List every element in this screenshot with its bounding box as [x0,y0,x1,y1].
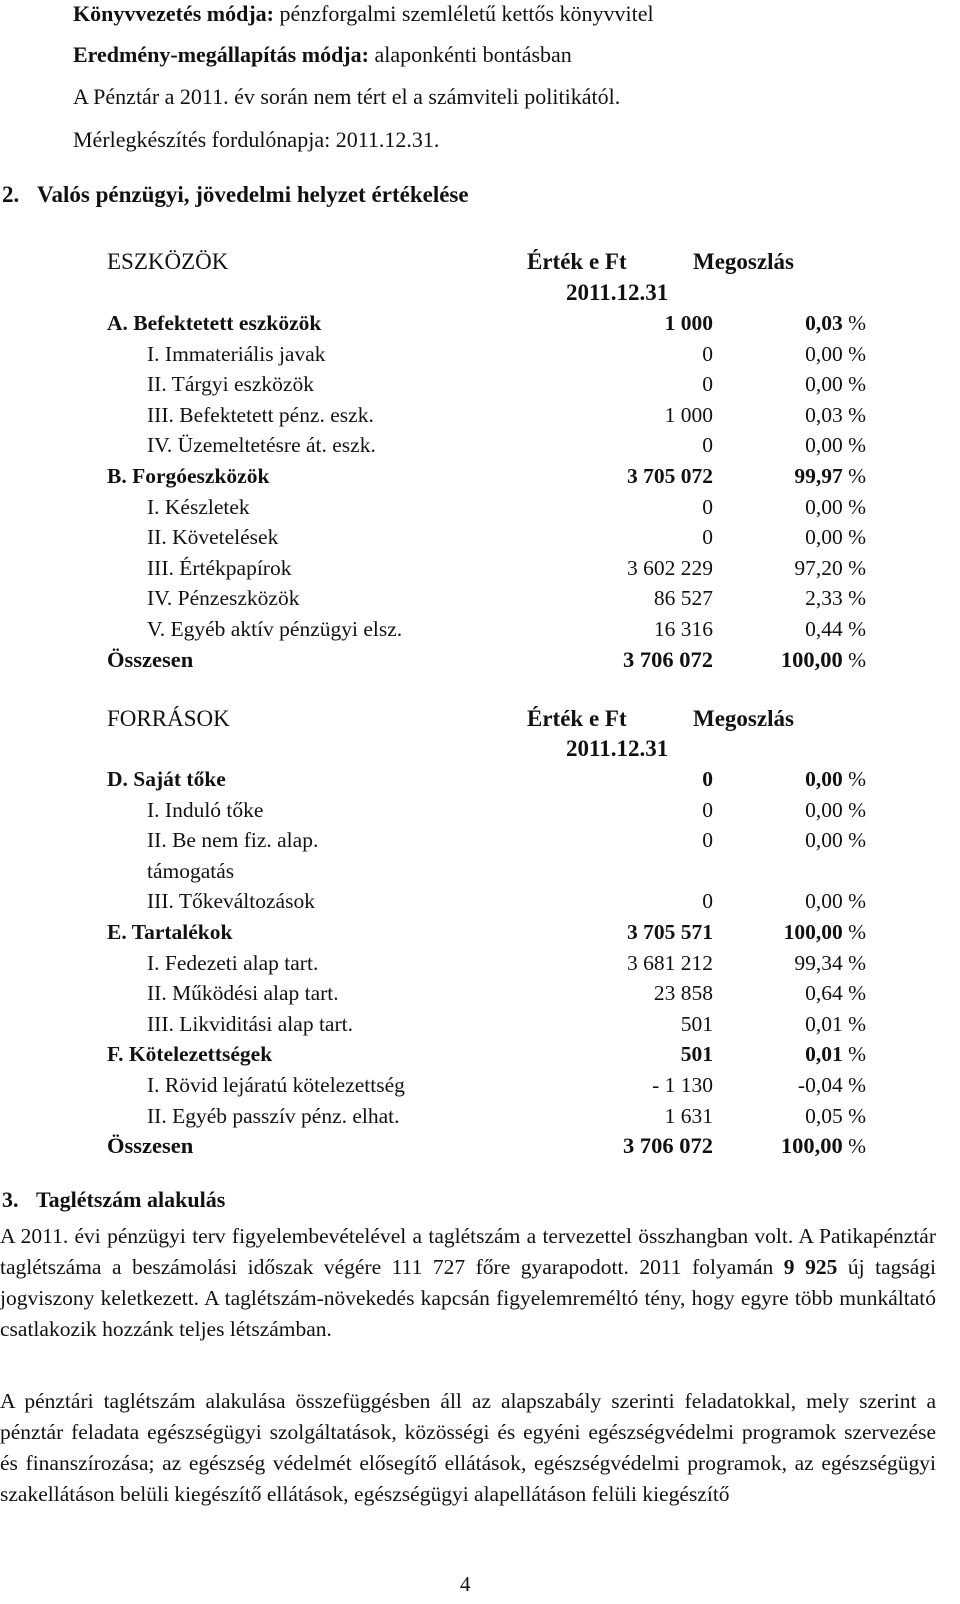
assets-value-date: 2011.12.31 [566,280,669,305]
assets-table [107,308,866,675]
liability-row [107,856,866,887]
liability-row-share-unit: % [842,797,866,822]
asset-row-share-value: 0,00 [805,341,843,366]
asset-row-name: V. Egyéb aktív pénzügyi elsz. [147,616,403,641]
liability-row-share-unit: % [842,1103,866,1128]
liability-row-name: III. Tőkeváltozások [147,889,315,914]
liability-row-share-unit: % [842,1011,866,1036]
liability-row-share-value: -0,04 [797,1072,843,1097]
asset-row-share-unit: % [842,555,866,580]
liability-row-share-unit: % [842,889,866,914]
asset-row-share-unit: % [842,616,866,641]
asset-row [107,522,866,553]
asset-row [107,553,866,584]
asset-row-name: I. Immateriális javak [147,341,326,366]
liability-row-share-value: 0,01 [805,1011,843,1036]
liability-row-value: 0 [702,889,713,914]
liability-row-share-value: 100,00 [780,1133,843,1159]
liability-row [107,1070,866,1101]
asset-row-name: II. Tárgyi eszközök [147,372,314,397]
new-members-count: 9 925 [783,1255,838,1279]
liabilities-table [107,764,866,1162]
asset-row-share [713,522,866,553]
asset-row-share-value: 100,00 [780,646,843,672]
liability-row [107,978,866,1009]
liabilities-value-date: 2011.12.31 [566,736,669,761]
liability-row-share-unit: % [842,1072,866,1097]
liability-row-share-value: 0,00 [805,797,843,822]
liability-row-share-value: 99,34 [794,950,843,975]
liabilities-value-column-header: Érték e Ft [527,706,627,731]
asset-row-share [713,553,866,584]
liability-row-share-unit: % [842,828,866,853]
asset-row-share-unit: % [842,494,866,519]
asset-row-share-value: 97,20 [794,555,843,580]
asset-row-share [713,400,866,431]
liability-row [107,1009,866,1040]
liability-row-name: D. Saját tőke [107,767,226,791]
asset-row-share-value: 0,00 [805,525,843,550]
liability-row-name: I. Rövid lejáratú kötelezettség [147,1072,405,1097]
profit-method-label: Eredmény-megállapítás módja: [73,42,369,67]
asset-row-share-unit: % [842,311,866,335]
asset-row [107,339,866,370]
liability-row [107,948,866,979]
liability-row-value: 0 [702,797,713,822]
section-2-title: Valós pénzügyi, jövedelmi helyzet értékelése [37,182,469,207]
liability-row-share [713,1101,866,1132]
asset-row-share-value: 99,97 [794,463,843,488]
liability-row-share [713,1039,866,1070]
liability-row [107,1101,866,1132]
liability-row [107,1039,866,1070]
bookkeeping-method-value: pénzforgalmi szemléletű kettős könyvvitel [274,1,654,26]
liability-row-share-value: 0,64 [805,981,843,1006]
liability-row-share-unit: % [842,919,866,944]
asset-row-share-unit: % [842,341,866,366]
liability-row [107,917,866,948]
asset-row-share-unit: % [842,525,866,550]
liability-row-value: 23 858 [653,981,713,1006]
section-3-number: 3. [2,1187,19,1212]
bookkeeping-method-line [73,0,654,28]
asset-row-value: 0 [702,525,713,550]
profit-method-value: alaponkénti bontásban [368,42,572,67]
liability-row-name: Összesen [107,1133,194,1159]
liability-row-value: 0 [702,767,713,791]
section-2-number: 2. [2,182,20,207]
balance-date-line: Mérlegkészítés fordulónapja: 2011.12.31. [73,127,440,152]
liability-row-share-value: 100,00 [783,919,843,944]
asset-row-value: 16 316 [653,616,713,641]
section-3-heading [2,1186,225,1214]
asset-row-value: 0 [702,341,713,366]
asset-row-share [713,308,866,339]
liabilities-header-label: FORRÁSOK [107,706,230,731]
asset-row [107,614,866,645]
liability-row-value: 0 [702,828,713,853]
asset-row-share-unit: % [842,586,866,611]
asset-row-value: 3 602 229 [627,555,713,580]
liability-row-share [713,856,866,887]
asset-row [107,400,866,431]
liability-row-share-unit: % [842,1134,866,1159]
liability-row-value: 3 681 212 [627,950,713,975]
asset-row-name: IV. Pénzeszközök [147,586,300,611]
asset-row-value: 0 [702,433,713,458]
asset-row-value: 3 706 072 [623,646,713,672]
asset-row-value: 1 000 [664,311,713,335]
liability-row-name: II. Működési alap tart. [147,981,339,1006]
liability-row-value [587,856,713,887]
liability-row-share-unit: % [842,1042,866,1067]
liability-row-share [713,978,866,1009]
liability-row-share-value: 0,00 [805,767,843,791]
asset-row-value: 0 [702,494,713,519]
asset-row-name: III. Befektetett pénz. eszk. [147,402,374,427]
bookkeeping-method-label: Könyvvezetés módja: [73,1,275,26]
liability-row-share-value: 0,05 [805,1103,843,1128]
liability-row-name: II. Be nem fiz. alap. [147,828,319,853]
asset-row-value: 1 000 [664,402,713,427]
liability-row-share [713,795,866,826]
asset-row-name: B. Forgóeszközök [107,463,270,488]
asset-row-name: IV. Üzemeltetésre át. eszk. [147,433,376,458]
liability-row [107,1131,866,1162]
liability-row-share [713,764,866,795]
asset-row-share-unit: % [842,647,866,672]
asset-row-share-value: 0,00 [805,433,843,458]
liability-row-name: F. Kötelezettségek [107,1042,273,1067]
liability-row [107,886,866,917]
assets-value-column-header: Érték e Ft [527,249,627,274]
liability-row-share [713,825,866,856]
liability-row-share-value: 0,00 [805,889,843,914]
asset-row-share-unit: % [842,402,866,427]
liability-row [107,795,866,826]
profit-method-line [73,41,572,69]
asset-row-name: A. Befektetett eszközök [107,311,322,335]
asset-row-share-value: 0,03 [805,402,843,427]
asset-row-share-value: 0,00 [805,372,843,397]
asset-row-share-value: 0,00 [805,494,843,519]
asset-row [107,492,866,523]
asset-row [107,583,866,614]
liability-row-name: III. Likviditási alap tart. [147,1011,353,1036]
asset-row-share-value: 0,03 [805,311,843,335]
liability-row-share [713,917,866,948]
asset-row-share [713,430,866,461]
liability-row-value: 501 [680,1042,713,1067]
asset-row [107,430,866,461]
liability-row-share [713,1131,866,1162]
asset-row-share [713,369,866,400]
asset-row-share-value: 0,44 [805,616,843,641]
asset-row-share-value: 2,33 [805,586,843,611]
assets-share-column-header: Megoszlás [693,249,794,274]
liability-row-value: 501 [680,1011,713,1036]
asset-row-value: 86 527 [653,586,713,611]
liabilities-share-column-header: Megoszlás [693,706,794,731]
liability-row-share-unit: % [842,950,866,975]
liability-row-share [713,886,866,917]
liability-row-name: I. Induló tőke [147,797,264,822]
asset-row-share [713,461,866,492]
liability-row [107,825,866,856]
asset-row [107,308,866,339]
section-2-heading [2,181,469,209]
asset-row-name: III. Értékpapírok [147,555,292,580]
liability-row-value: 3 706 072 [623,1133,713,1159]
liability-row-share-value: 0,01 [805,1042,843,1067]
membership-paragraph [0,1221,936,1345]
asset-row-name: II. Követelések [147,525,279,550]
liability-row-share-value: 0,00 [805,828,843,853]
liability-row-name: támogatás [147,858,235,883]
asset-row-share [713,614,866,645]
asset-row-share [713,339,866,370]
accounting-policy-line: A Pénztár a 2011. év során nem tért el a számviteli politikától. [73,84,621,109]
asset-row [107,645,866,676]
liability-row [107,764,866,795]
assets-header-label: ESZKÖZÖK [107,249,229,274]
membership-paragraph-part1: A 2011. évi pénzügyi terv figyelembevételével a taglétszám a tervezettel összhangban volt. A Patikapénztár taglétszáma a beszámolási időszak végére 111 727 főre gyarapodott. 2011 folyamán [0,1224,936,1279]
liability-row-name: E. Tartalékok [107,919,233,944]
asset-row-value: 3 705 072 [627,463,713,488]
liability-row-share-unit: % [842,981,866,1006]
asset-row-share-unit: % [842,372,866,397]
asset-row [107,369,866,400]
asset-row-value: 0 [702,372,713,397]
liability-row-name: II. Egyéb passzív pénz. elhat. [147,1103,400,1128]
asset-row-share [713,645,866,676]
section-3-title: Taglétszám alakulás [36,1187,226,1212]
asset-row-share-unit: % [842,463,866,488]
asset-row-name: I. Készletek [147,494,250,519]
liability-row-share [713,1070,866,1101]
asset-row-share-unit: % [842,433,866,458]
liability-row-share-unit: % [842,767,866,791]
asset-row-name: Összesen [107,646,194,672]
liability-row-share [713,1009,866,1040]
liability-row-name: I. Fedezeti alap tart. [147,950,319,975]
liability-row-value: 3 705 571 [627,919,713,944]
liability-row-value: 1 631 [664,1103,713,1128]
fund-tasks-paragraph: A pénztári taglétszám alakulása összefüggésben áll az alapszabály szerinti feladatokkal, mely szerint a pénztár feladata egészségügyi szolgáltatások, közösségi és egyéni egészségvédelmi programok szervezése és finanszírozása; az egészség védelmét elősegítő ellátások, egészségvédelmi programok, az egészségügyi szakellátáson belüli kiegészítő ellátások, egészségügyi alapellátáson felüli kiegészítő [0,1389,936,1506]
liability-row-value: - 1 130 [652,1072,713,1097]
asset-row-share [713,583,866,614]
membership-paragraph-part2: új tagsági jogviszony keletkezett. A taglétszám-növekedés kapcsán figyelemreméltó tény, hogy egyre több munkáltató csatlakozik hozzánk teljes létszámban. [0,1255,936,1341]
asset-row-share [713,492,866,523]
liability-row-share [713,948,866,979]
asset-row [107,461,866,492]
page-number: 4 [460,1572,471,1596]
